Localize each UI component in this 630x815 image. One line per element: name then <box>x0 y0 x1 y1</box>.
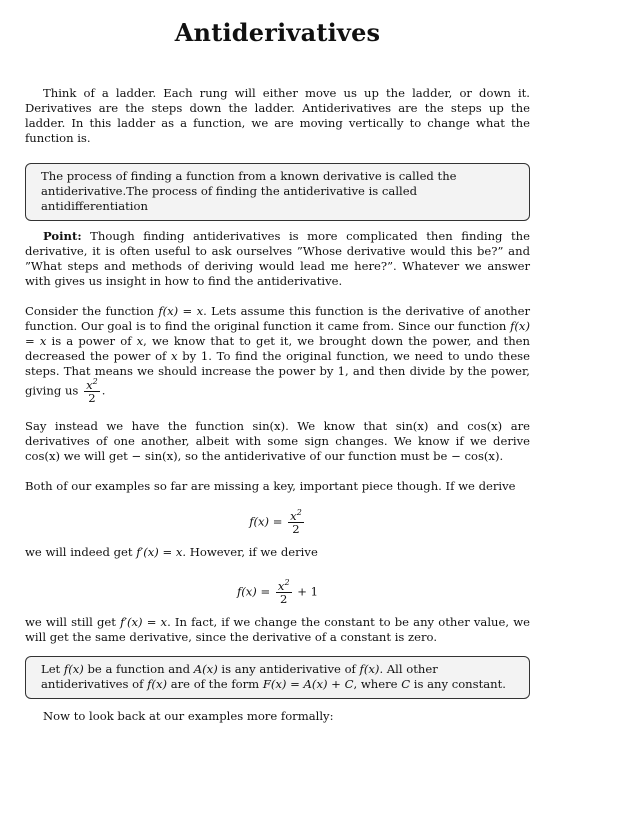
fraction-denominator: 2 <box>292 522 300 536</box>
math-inline: sin(x) <box>395 419 429 433</box>
text-run: , we know that to get it, we brought down the power, and then decreased the power of <box>25 334 530 363</box>
math-inline: A(x) <box>193 662 218 676</box>
text-run: . Lets assume this function is the derivative of another function. Our goal is to find the original function it came from. Since our function <box>25 304 530 333</box>
math-inline: f′(x) = x <box>136 545 183 559</box>
theorem-box <box>25 656 530 699</box>
equation-lhs: f(x) = <box>249 514 283 529</box>
math-inline: x <box>136 334 144 348</box>
math-inline: x <box>171 349 178 363</box>
math-inline: − sin(x) <box>131 449 178 463</box>
sin-paragraph <box>25 419 530 464</box>
numerator-exponent: 2 <box>284 578 290 588</box>
derive1-paragraph <box>25 545 530 560</box>
equation-2 <box>25 580 530 605</box>
math-inline: cos(x) <box>25 449 61 463</box>
math-inline: f(x) = x <box>25 319 530 348</box>
text-run: . However, if we derive <box>182 545 318 559</box>
text-run: is any constant. <box>410 677 506 691</box>
document-body <box>25 18 530 724</box>
fraction-denominator: 2 <box>280 592 288 606</box>
numerator-base: x <box>290 509 297 523</box>
point-paragraph <box>25 229 530 289</box>
derive2-paragraph <box>25 615 530 645</box>
text-run: be a function and <box>83 662 194 676</box>
numerator-base: x <box>86 378 93 392</box>
text-run: we will get <box>60 449 132 463</box>
math-inline: − cos(x) <box>451 449 500 463</box>
equation-lhs: f(x) = <box>236 584 271 599</box>
equation-rhs: + 1 <box>297 584 319 599</box>
page-title: Antiderivatives <box>174 18 381 47</box>
numerator-exponent: 2 <box>296 508 302 518</box>
point-label: Point: <box>43 229 82 243</box>
text-run: we will indeed get <box>25 545 137 559</box>
text-run: are of the form <box>167 677 263 691</box>
closing-paragraph: Now to look back at our examples more formally: <box>43 709 334 723</box>
fraction-denominator: 2 <box>88 391 96 405</box>
text-run: Consider the function <box>25 304 159 318</box>
text-run: and <box>428 419 468 433</box>
math-inline: f′(x) = x <box>120 615 168 629</box>
text-run: Let <box>41 662 64 676</box>
text-run: we will still get <box>25 615 121 629</box>
equation-1 <box>25 510 530 535</box>
definition-box <box>25 163 530 221</box>
text-run: . In fact, if we change the constant to be any other value, we will get the same derivative, since the derivative of a constant is zero. <box>25 615 530 644</box>
text-run: . <box>101 383 106 398</box>
intro-paragraph: Think of a ladder. Each rung will either move us up the ladder, or down it. Derivatives are the steps down the ladder. Antiderivatives are the steps up the ladder. In this ladder as a function, we are moving vertically to change what the function is. <box>25 86 530 145</box>
numerator-base: x <box>277 579 285 593</box>
text-run: . All other antiderivatives of <box>41 662 438 691</box>
math-inline: cos(x) <box>467 419 503 433</box>
equation-fraction <box>276 580 292 605</box>
math-inline: C <box>401 677 411 691</box>
text-run: is any antiderivative of <box>217 662 360 676</box>
equation-fraction <box>288 510 304 535</box>
text-run: . <box>499 449 504 463</box>
inline-fraction <box>84 379 100 404</box>
text-run: are derivatives of one another, albeit with some sign changes. We know if we derive <box>25 419 531 448</box>
math-inline: f(x) <box>63 662 84 676</box>
text-run: by 1. To find the original function, we need to undo these steps. That means we should increase the power by 1, and then divide by the power, giving us <box>25 349 530 398</box>
math-inline: F(x) = A(x) + C <box>262 677 354 691</box>
text-run: , so the antiderivative of our function must be <box>177 449 452 463</box>
missing-paragraph: Both of our examples so far are missing a key, important piece though. If we derive <box>25 479 516 493</box>
math-inline: f(x) <box>147 677 168 691</box>
definition-text: The process of finding a function from a known derivative is called the antiderivative.The process of finding the antiderivative is called antidifferentiation <box>41 169 457 213</box>
text-run: , where <box>353 677 402 691</box>
consider-paragraph <box>25 304 530 404</box>
math-inline: sin(x) <box>252 419 286 433</box>
point-text: Though finding antiderivatives is more complicated then finding the derivative, it is often useful to ask ourselves ”Whose derivative would this be?” and ”What steps and methods of deriving would lead me here?”. Whatever we answer with gives us insight in how to find the antiderivative. <box>25 229 530 288</box>
text-run: . We know that <box>285 419 396 433</box>
text-run: is a power of <box>46 334 137 348</box>
text-run: Say instead we have the function <box>25 419 253 433</box>
math-inline: f(x) <box>359 662 380 676</box>
math-inline: f(x) = x <box>158 304 204 318</box>
numerator-exponent: 2 <box>92 377 98 387</box>
